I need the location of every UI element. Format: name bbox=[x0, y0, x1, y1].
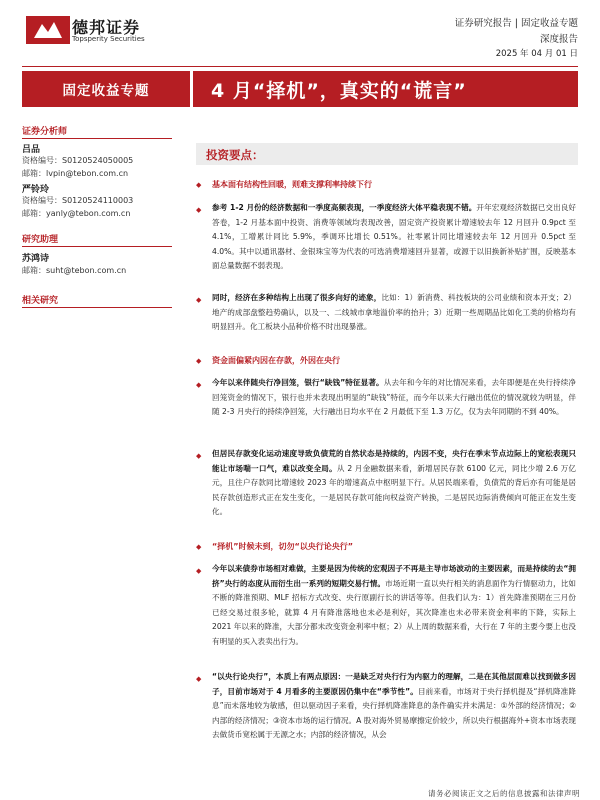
analyst-divider bbox=[22, 138, 172, 139]
paragraph-body: 目前来看，市场对于央行择机提及“择机降准降息”而未落地较为敏感，但以驱动因子来看，央行择机降准降息的条件确实并未满足：①外部的经济情况；②内部的经济情况；③资本市场的运行情况。A 股对海外贸易摩擦定价较少，所以央行根据海外+资本市场表现去做货币宽松属于无源之水；内部的经济情况，从会 bbox=[212, 686, 576, 740]
header-divider bbox=[22, 66, 578, 67]
paragraph bbox=[212, 670, 576, 743]
bullet-icon: ◆ bbox=[196, 357, 202, 365]
paragraph-body: 从 2 月金融数据来看，新增居民存款 6100 亿元，同比少增 2.6 万亿元，且往户存款同比增速较 2023 年的增速高点中枢明显下行。从居民端来看，负债荒的背后亦有可能是居民存款创造形式正在发生变化，一是居民存款可能向权益资产转换，二是居民边际消费倾向可能正在发生变化。 bbox=[212, 463, 576, 517]
bullet-icon: ◆ bbox=[196, 452, 202, 460]
paragraph-body: 比如：1）新消费、科技板块的公司业绩和资本开支；2）地产的成部盘整趋势确认，以及一、二线城市拿地溢价率的抬升；3）近期一些周期品比如化工类的价格均有明显回升。化工板块小品种价格不时出现暴涨。 bbox=[212, 293, 576, 332]
subheading: 资金面偏紧内因在存款，外因在央行 bbox=[212, 356, 340, 365]
assistant-divider bbox=[22, 246, 172, 247]
analyst-email[interactable]: 邮箱：lvpin@tebon.com.cn bbox=[22, 169, 129, 178]
paragraph bbox=[212, 376, 576, 420]
analyst-heading: 证券分析师 bbox=[22, 127, 68, 137]
report-title: 4 月“择机”，真实的“谎言” bbox=[193, 71, 578, 107]
paragraph-lead: 但居民存款变化运动速度导致负债荒的自然状态是持续的，内因不变，央行在季末节点边际上的宽松表现只能让市场喘一口气，难以改变全局。 bbox=[212, 449, 576, 473]
paragraph-body: 开年宏观经济数据已交出良好答卷，1-2 月基本面中投资、消费等领域均表现改善，固定资产投资累计增速较去年 12 月回升 0.9pct 至 4.1%，工增累计同比 5.9%，季调环比增长 0.51%。社零累计同比增速较去年 12 月回升 0.5pct 至 4.0%。其中以通讯器材、金银珠宝等为代表的可选消费增速回升显著，或源于以旧换新补贴扩围，反映基本面总量数据不弱表现。 bbox=[212, 203, 576, 271]
analyst-name: 严铃玲 bbox=[22, 185, 50, 195]
paragraph-lead: 参考 1-2 月份的经济数据和一季度高频表现，一季度经济大体平稳表现不错。 bbox=[212, 203, 477, 212]
paragraph-lead: 今年以来伴随央行净回笼，银行“缺钱”特征显著。 bbox=[212, 378, 384, 387]
analyst-email[interactable]: 邮箱：yanly@tebon.com.cn bbox=[22, 209, 131, 218]
bullet-icon: ◆ bbox=[196, 675, 202, 683]
bullet-icon: ◆ bbox=[196, 206, 202, 214]
subheading: 基本面有结构性回暖，则难支撑利率持续下行 bbox=[212, 180, 372, 189]
paragraph bbox=[212, 562, 576, 650]
paragraph-lead: “以央行论央行”，本质上有两点原因：一是缺乏对央行行为内驱力的理解，二是在其他层面难以找到做多因子，目前市场对于 4 月看多的主要原因仍集中在“季节性”。 bbox=[212, 672, 576, 696]
section-label: 固定收益专题 bbox=[22, 71, 190, 107]
paragraph bbox=[212, 447, 576, 520]
bullet-icon: ◆ bbox=[196, 567, 202, 575]
assistant-heading: 研究助理 bbox=[22, 235, 59, 245]
paragraph-body: 市场近期一直以央行相关的消息面作为行情驱动力，比如不断的降准预期、MLF 招标方式改变、央行原副行长的讲话等等。但我们认为：1）首先降准预期在三月份已经交易过很多轮，就算 4 月有降准落地也未必是利好，其次降准也未必带来资金利率的下降，实际上 2021 年以来的降准，大部分都未改变资金利率中枢；2）从上周的数据来看，大行在 7 年的主要今要上也没有明显的买入表卖出行为。 bbox=[212, 578, 576, 646]
paragraph bbox=[212, 291, 576, 335]
paragraph bbox=[212, 201, 576, 274]
report-date: 2025 年 04 月 01 日 bbox=[495, 49, 578, 59]
paragraph-lead: 同时，经济在多种结构上出现了很多向好的迹象， bbox=[212, 293, 382, 302]
investment-header: 投资要点： bbox=[206, 148, 264, 162]
logo-text: 德邦证券 bbox=[72, 18, 141, 37]
paragraph-lead: 今年以来债券市场相对难做，主要是因为传统的宏观因子不再是主导市场波动的主要因素，而是持续的去“拥挤”央行的态度从而衍生出一系列的短期交易行情。 bbox=[212, 564, 576, 588]
related-divider bbox=[22, 307, 172, 308]
analyst-cert: 资格编号：S0120524050005 bbox=[22, 156, 134, 165]
report-type: 证券研究报告 | 固定收益专题 bbox=[454, 18, 578, 29]
bullet-icon: ◆ bbox=[196, 181, 202, 189]
report-subtype: 深度报告 bbox=[539, 34, 578, 45]
analyst-name: 吕品 bbox=[22, 145, 41, 155]
bullet-icon: ◆ bbox=[196, 543, 202, 551]
bullet-icon: ◆ bbox=[196, 381, 202, 389]
subheading: “择机”时候未到，切勿“以央行论央行” bbox=[212, 542, 354, 551]
analyst-cert: 资格编号：S0120524110003 bbox=[22, 196, 134, 205]
bullet-icon: ◆ bbox=[196, 296, 202, 304]
footer-disclaimer: 请务必阅读正文之后的信息披露和法律声明 bbox=[428, 789, 580, 798]
assistant-email[interactable]: 邮箱：suht@tebon.com.cn bbox=[22, 266, 127, 275]
assistant-name: 苏鸿诗 bbox=[22, 254, 50, 264]
related-heading: 相关研究 bbox=[22, 296, 59, 306]
logo-subtext: Topsperity Securities bbox=[72, 35, 145, 43]
tebon-logo-icon bbox=[26, 16, 70, 44]
paragraph-body: 从去年和今年的对比情况来看，去年即便是在央行持续净回笼资金的情况下，银行也并未表现出明显的“缺钱”特征，而今年以来大行融出低位的情况就较为明显，伴随 2-3 月央行的持续净回笼，大行融出日均水平在 2 月最低下至 1.3 万亿，仅为去年同期的不到 40%。 bbox=[212, 378, 576, 417]
